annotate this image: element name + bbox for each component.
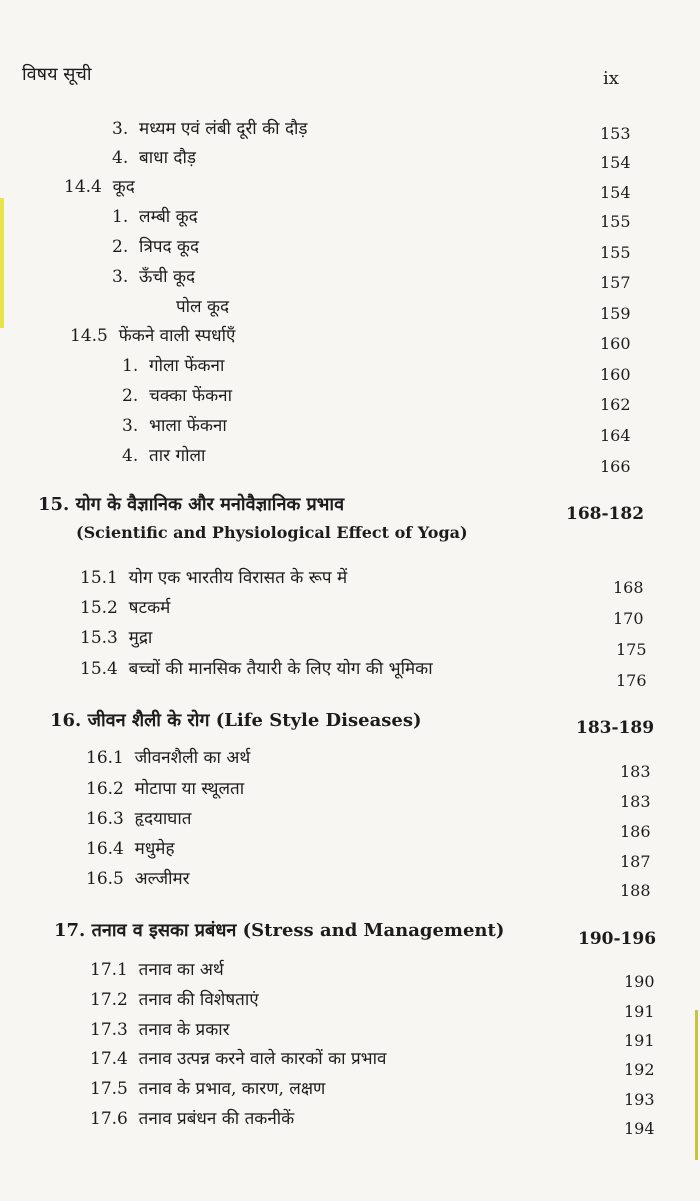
entry-number: 16.5 [86,869,124,889]
toc-entry [90,1106,294,1129]
toc-entry [112,204,198,227]
toc-entry [112,116,308,139]
entry-page: 166 [600,457,631,476]
toc-entry [90,957,224,980]
entry-page: 183 [620,792,651,811]
entry-page: 186 [620,822,651,841]
entry-label: तनाव की विशेषताएं [138,990,259,1010]
entry-label: पोल कूद [176,297,230,317]
entry-label: तनाव के प्रभाव, कारण, लक्षण [138,1079,326,1099]
entry-label: योग एक भारतीय विरासत के रूप में [128,568,348,588]
entry-page: 170 [613,609,644,628]
entry-label: बाधा दौड़ [139,148,196,168]
page-edge-highlight-right [695,1010,698,1160]
entry-label: कूद [112,177,135,197]
entry-page: 191 [624,1031,655,1050]
entry-label: मुद्रा [128,628,153,648]
toc-entry [70,323,235,346]
entry-number: 2. [122,386,139,406]
toc-entry [90,1046,386,1069]
entry-label: ऊँची कूद [139,267,196,287]
entry-label: बच्चों की मानसिक तैयारी के लिए योग की भूमिका [128,659,433,679]
toc-entry [112,234,199,257]
entry-page: 164 [600,426,631,445]
entry-page: 190 [624,972,655,991]
entry-label: मोटापा या स्थूलता [134,779,245,799]
entry-label: चक्का फेंकना [149,386,232,406]
toc-entry [86,776,244,799]
entry-page: 194 [624,1119,655,1138]
entry-label: फेंकने वाली स्पर्धाएँ [118,326,236,346]
entry-number: 4. [122,446,139,466]
chapter-16-pages: 183-189 [576,718,655,738]
entry-label: जीवनशैली का अर्थ [134,748,251,768]
entry-number: 1. [122,356,139,376]
entry-number: 15.2 [80,598,118,618]
toc-entry [64,174,135,197]
entry-page: 193 [624,1090,655,1109]
entry-number: 2. [112,237,129,257]
entry-label: तनाव उत्पन्न करने वाले कारकों का प्रभाव [138,1049,387,1069]
entry-page: 157 [600,273,631,292]
entry-page: 188 [620,881,651,900]
entry-number: 17.3 [90,1020,128,1040]
entry-page: 175 [616,640,647,659]
entry-label: लम्बी कूद [139,207,198,227]
entry-number: 14.5 [70,326,108,346]
page-header-title: विषय सूची [22,64,92,85]
toc-entry [90,987,259,1010]
entry-label: तनाव प्रबंधन की तकनीकें [138,1109,295,1129]
entry-number: 1. [112,207,129,227]
entry-number: 17.2 [90,990,128,1010]
toc-entry [122,353,224,376]
entry-label: मधुमेह [134,839,175,859]
toc-entry [80,565,347,588]
entry-page: 159 [600,304,631,323]
entry-number: 15.3 [80,628,118,648]
entry-page: 187 [620,852,651,871]
toc-entry [122,383,232,406]
entry-page: 154 [600,183,631,202]
entry-page: 154 [600,153,631,172]
page-edge-highlight [0,198,4,328]
entry-number: 17.4 [90,1049,128,1069]
toc-entry [86,745,250,768]
toc-entry [122,413,227,436]
entry-number: 3. [112,119,129,139]
entry-number: 14.4 [64,177,102,197]
entry-number: 16.3 [86,809,124,829]
chapter-16-title: 16. जीवन शैली के रोग (Life Style Diseases) [50,710,422,731]
toc-entry [80,595,170,618]
entry-label: तनाव का अर्थ [138,960,224,980]
entry-number: 3. [112,267,129,287]
entry-label: मध्यम एवं लंबी दूरी की दौड़ [139,119,308,139]
entry-page: 160 [600,365,631,384]
entry-page: 191 [624,1002,655,1021]
entry-number: 4. [112,148,129,168]
chapter-15-title: 15. योग के वैज्ञानिक और मनोवैज्ञानिक प्रभाव [38,494,345,515]
entry-label: तार गोला [149,446,206,466]
toc-entry [80,625,152,648]
entry-page: 176 [616,671,647,690]
entry-label: तनाव के प्रकार [138,1020,230,1040]
entry-page: 160 [600,334,631,353]
entry-number: 16.2 [86,779,124,799]
chapter-15-subtitle: (Scientific and Physiological Effect of Yoga) [76,523,468,542]
toc-entry [122,443,205,466]
chapter-17-pages: 190-196 [578,929,657,949]
entry-page: 155 [600,212,631,231]
chapter-15-pages: 168-182 [566,504,645,524]
entry-number: 15.4 [80,659,118,679]
page-header-numeral: ix [603,68,619,89]
toc-entry [86,806,191,829]
entry-number: 15.1 [80,568,118,588]
entry-number: 17.1 [90,960,128,980]
entry-page: 162 [600,395,631,414]
toc-entry [90,1076,325,1099]
toc-entry [176,294,229,317]
entry-number: 16.4 [86,839,124,859]
entry-number: 17.5 [90,1079,128,1099]
entry-page: 155 [600,243,631,262]
toc-entry [112,145,196,168]
entry-page: 183 [620,762,651,781]
entry-label: हृदयाघात [134,809,192,829]
entry-page: 192 [624,1060,655,1079]
toc-entry [86,866,190,889]
entry-number: 17.6 [90,1109,128,1129]
entry-number: 3. [122,416,139,436]
toc-entry [80,656,433,679]
entry-label: अल्जीमर [134,869,190,889]
chapter-17-title: 17. तनाव व इसका प्रबंधन (Stress and Management) [54,920,505,941]
toc-entry [90,1017,230,1040]
entry-label: त्रिपद कूद [139,237,200,257]
entry-label: गोला फेंकना [149,356,225,376]
entry-label: षटकर्म [128,598,171,618]
entry-label: भाला फेंकना [149,416,227,436]
entry-page: 153 [600,124,631,143]
entry-page: 168 [613,578,644,597]
entry-number: 16.1 [86,748,124,768]
toc-entry [86,836,175,859]
toc-entry [112,264,195,287]
